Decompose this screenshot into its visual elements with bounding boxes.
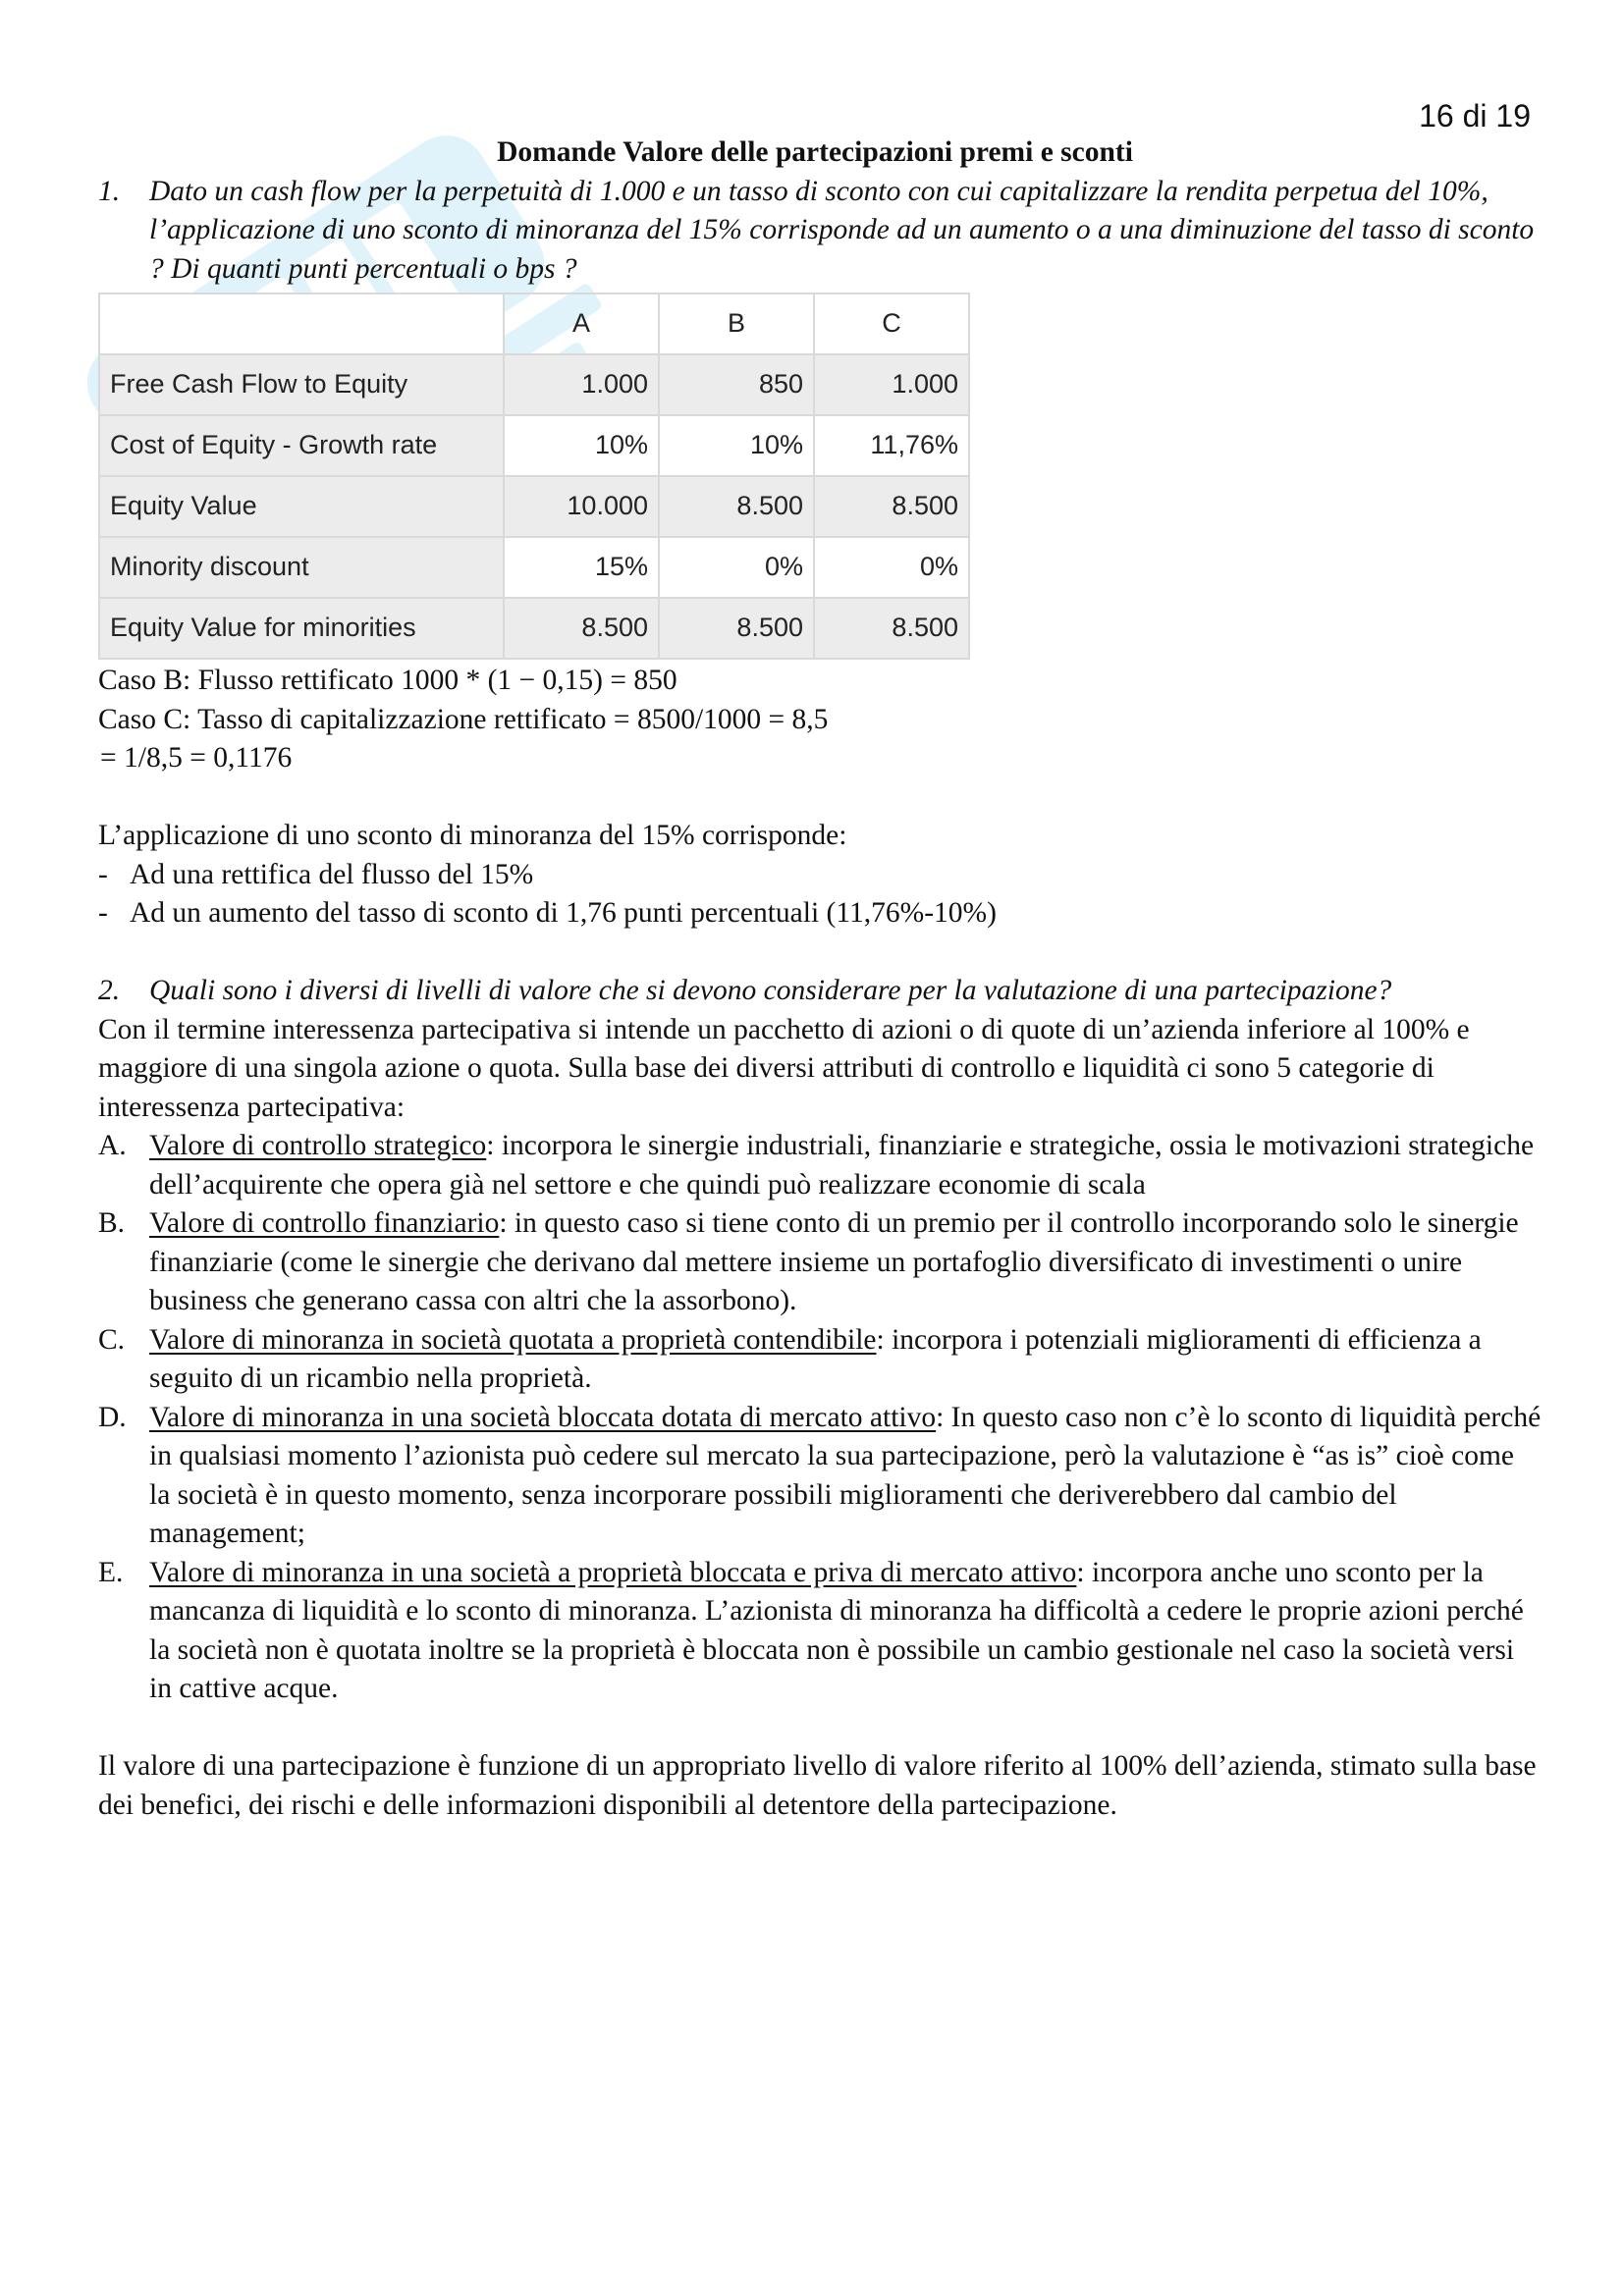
question-1-text: Dato un cash flow per la perpetuità di 1.000 e un tasso di sconto con cui capitalizzare la rendita perpetua del 10%, l’applicazione di uno sconto di minoranza del 15% corrisponde ad un aumento o a una diminuzione del tasso di sconto ? Di quanti punti percentuali o bps ? (149, 175, 1535, 285)
row-label: Equity Value for minorities (99, 598, 504, 659)
row-label: Equity Value (99, 476, 504, 537)
table-row (99, 415, 969, 476)
cell-value: 0% (814, 537, 969, 598)
row-label: Free Cash Flow to Equity (99, 354, 504, 415)
list-item (98, 1204, 1542, 1321)
list-term: Valore di controllo finanziario (149, 1207, 500, 1239)
question-1-number: 1. (98, 175, 121, 207)
list-text: : incorpora le sinergie industriali, finanziarie e strategiche, ossia le motivazioni strategiche dell’acquirente che opera già nel settore e che quindi può realizzare economie di scala (149, 1130, 1535, 1201)
table-row (99, 354, 969, 415)
cell-value: 10% (659, 415, 814, 476)
question-1 (98, 173, 1542, 290)
cell-value: 8.500 (814, 476, 969, 537)
answer-1-intro: L’applicazione di uno sconto di minoranza del 15% corrisponde: (98, 820, 847, 851)
list-marker: B. (98, 1207, 126, 1239)
table-row (99, 598, 969, 659)
cell-value: 10.000 (504, 476, 659, 537)
list-term: Valore di controllo strategico (149, 1130, 487, 1161)
table-header-row (99, 294, 969, 354)
table-row (99, 476, 969, 537)
list-item (98, 1321, 1542, 1399)
cell-value: 11,76% (814, 415, 969, 476)
answer-1-bullet (98, 894, 1542, 934)
table-header-a: A (504, 294, 659, 354)
list-term: Valore di minoranza in una società a proprietà bloccata e priva di mercato attivo (149, 1556, 1077, 1588)
list-marker: D. (98, 1401, 127, 1433)
list-marker: E. (98, 1556, 124, 1588)
answer-2-conclusion: Il valore di una partecipazione è funzione di un appropriato livello di valore riferito al 100% dell’azienda, stimato sulla base dei benefici, dei rischi e delle informazioni disponibili al detentore della partecipazione. (98, 1750, 1537, 1821)
bullet-marker: - (98, 897, 108, 929)
cell-value: 1.000 (504, 354, 659, 415)
answer-1-bullet (98, 856, 1542, 895)
question-2 (98, 972, 1542, 1011)
cell-value: 8.500 (504, 598, 659, 659)
bullet-marker: - (98, 858, 108, 890)
cell-value: 10% (504, 415, 659, 476)
table-header-b: B (659, 294, 814, 354)
cell-value: 8.500 (814, 598, 969, 659)
list-term: Valore di minoranza in società quotata a proprietà contendibile (149, 1323, 877, 1356)
cell-value: 1.000 (814, 354, 969, 415)
valuation-table (98, 293, 970, 660)
list-marker: C. (98, 1323, 126, 1356)
list-text: : incorpora i potenziali miglioramenti di efficienza a seguito di un ricambio nella proprietà. (149, 1323, 1482, 1394)
cell-value: 8.500 (659, 476, 814, 537)
list-item (98, 1127, 1542, 1204)
cell-value: 850 (659, 354, 814, 415)
bullet-text: Ad un aumento del tasso di sconto di 1,76 punti percentuali (11,76%-10%) (130, 897, 997, 929)
list-text: : in questo caso si tiene conto di un premio per il controllo incorporando solo le sinergie finanziarie (come le sinergie che derivano dal mettere insieme un portafoglio diversificato di investimenti o unire business che generano cassa con altri che la assorbono). (149, 1207, 1519, 1316)
table-row (99, 537, 969, 598)
answer-2-intro: Con il termine interessenza partecipativa si intende un pacchetto di azioni o di quote di un’azienda inferiore al 100% e maggiore di una singola azione o quota. Sulla base dei diversi attributi di controllo e liquidità ci sono 5 categorie di interessenza partecipativa: (98, 1013, 1470, 1123)
calc-caso-c-line1: Caso C: Tasso di capitalizzazione rettificato = 8500/1000 = 8,5 (98, 703, 829, 735)
cell-value: 0% (659, 537, 814, 598)
calc-caso-c-line2: = 1/8,5 = 0,1176 (100, 742, 293, 774)
table-header-corner (99, 294, 504, 354)
calc-caso-b: Caso B: Flusso rettificato 1000 * (1 − 0,15) = 850 (98, 665, 677, 696)
page-title: Domande Valore delle partecipazioni premi e sconti (497, 136, 1133, 168)
document-body (98, 133, 1542, 1825)
question-2-text: Quali sono i diversi di livelli di valore che si devono considerare per la valutazione di una partecipazione? (149, 975, 1392, 1006)
row-label: Minority discount (99, 537, 504, 598)
list-text: : In questo caso non c’è lo sconto di liquidità perché in qualsiasi momento l’azionista può cedere sul mercato la sua partecipazione, però la valutazione è “as is” cioè come la società è in questo momento, senza incorporare possibili miglioramenti che deriverebbero dal cambio del management; (149, 1401, 1542, 1549)
list-item (98, 1554, 1542, 1709)
question-2-number: 2. (98, 975, 121, 1006)
cell-value: 15% (504, 537, 659, 598)
cell-value: 8.500 (659, 598, 814, 659)
list-marker: A. (98, 1130, 127, 1161)
table-header-c: C (814, 294, 969, 354)
list-term: Valore di minoranza in una società bloccata dotata di mercato attivo (149, 1401, 937, 1433)
row-label: Cost of Equity - Growth rate (99, 415, 504, 476)
list-text: : incorpora anche uno sconto per la mancanza di liquidità e lo sconto di minoranza. L’azionista di minoranza ha difficoltà a cedere le proprie azioni perché la società non è quotata inoltre se la proprietà è bloccata non è possibile un cambio gestionale nel caso la società versi in cattive acque. (149, 1556, 1524, 1704)
bullet-text: Ad una rettifica del flusso del 15% (130, 858, 534, 890)
page-number: 16 di 19 (1419, 98, 1531, 133)
list-item (98, 1399, 1542, 1554)
